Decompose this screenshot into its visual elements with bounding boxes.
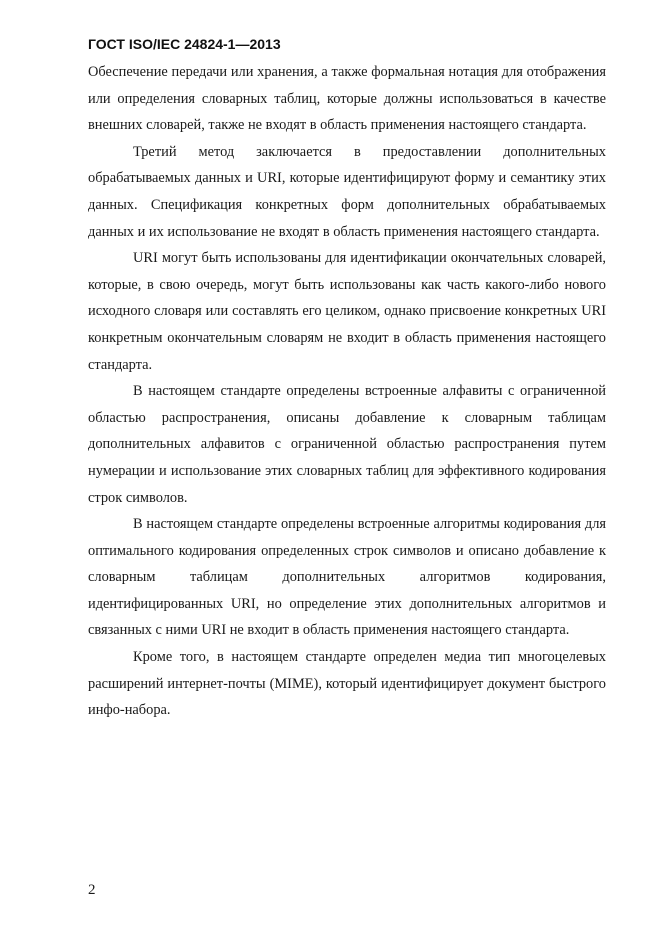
paragraph-1: Обеспечение передачи или хранения, а также формальная нотация для отображения или определения словарных таблиц, которые должны использоваться в качестве внешних словарей, также не входят в область применения настоящего стандарта. — [88, 64, 606, 134]
page-header: ГОСТ ISO/IEC 24824-1—2013 — [88, 36, 281, 52]
paragraph-6: Кроме того, в настоящем стандарте определен медиа тип многоцелевых расширений интернет-почты (MIME), который идентифицирует документ быстрого инфо-набора. — [88, 649, 606, 719]
paragraph-3: URI могут быть использованы для идентификации окончательных словарей, которые, в свою очередь, могут быть использованы как часть какого-либо нового исходного словаря или составлять его целиком, однако присвоение конкретных URI конкретным окончательным словарям не входит в область применения настоящего стандарта. — [88, 250, 606, 373]
paragraph-4: В настоящем стандарте определены встроенные алфавиты с ограниченной областью распространения, описаны добавление к словарным таблицам дополнительных алфавитов с ограниченной областью распространения путем нумерации и использование этих словарных таблиц для эффективного кодирования строк символов. — [88, 383, 606, 506]
page-number: 2 — [88, 882, 96, 898]
paragraph-5: В настоящем стандарте определены встроенные алгоритмы кодирования для оптимального кодирования определенных строк символов и описано добавление к словарным таблицам дополнительных алгоритмов кодирования, идентифицированных URI, но определение этих дополнительных алгоритмов и связанных с ними URI не входит в область применения настоящего стандарта. — [88, 516, 606, 639]
paragraph-2: Третий метод заключается в предоставлении дополнительных обрабатываемых данных и URI, которые идентифицируют форму и семантику этих данных. Спецификация конкретных форм дополнительных обрабатываемых данных и их использование не входят в область применения настоящего стандарта. — [88, 143, 606, 240]
document-body — [88, 59, 606, 724]
